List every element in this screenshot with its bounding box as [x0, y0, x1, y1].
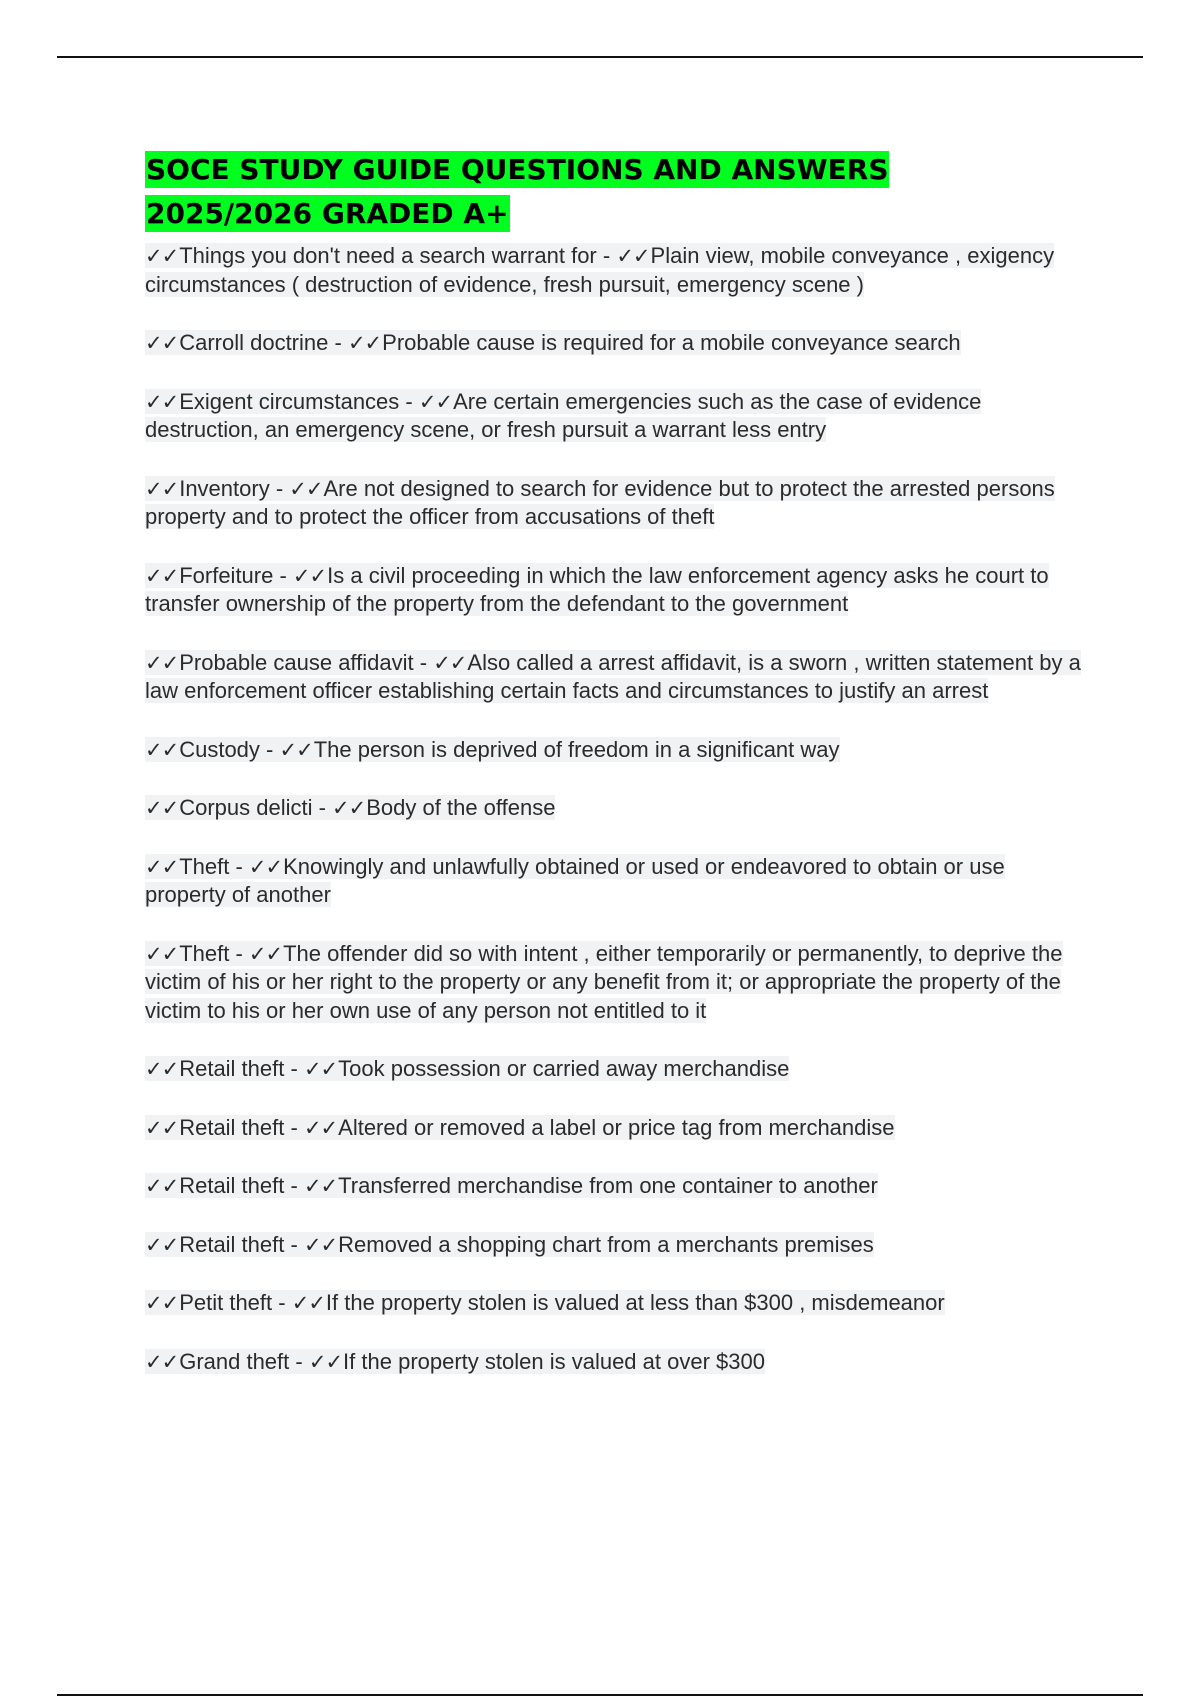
double-check-icon: ✓✓: [145, 1115, 179, 1140]
double-check-icon: ✓✓: [248, 854, 283, 879]
qa-answer: Are certain emergencies such as the case of evidence destruction, an emergency scene, or fresh pursuit a warrant less entry: [145, 388, 982, 442]
qa-separator: -: [273, 562, 293, 588]
qa-answer: The offender did so with intent , either temporarily or permanently, to deprive the victim of his or her right to the property or any benefit from it; or appropriate the property of the victim to his or her own use of any person not entitled to it: [145, 940, 1063, 1023]
qa-text: [145, 1056, 789, 1081]
double-check-icon: ✓✓: [616, 244, 650, 268]
qa-answer: Removed a shopping chart from a merchants premises: [338, 1231, 874, 1257]
qa-list: [145, 242, 1085, 1376]
qa-answer: If the property stolen is valued at less than $300 , misdemeanor: [325, 1290, 945, 1315]
qa-item: [145, 242, 1085, 299]
qa-term: Exigent circumstances: [179, 388, 400, 414]
title-line-2: 2025/2026 GRADED A+: [146, 197, 509, 230]
qa-term: Theft: [179, 853, 230, 879]
qa-separator: -: [259, 736, 280, 762]
double-check-icon: ✓✓: [145, 476, 179, 501]
double-check-icon: ✓✓: [347, 331, 382, 355]
qa-answer: Transferred merchandise from one container to another: [338, 1173, 878, 1198]
qa-separator: -: [413, 649, 434, 675]
title-line-1: SOCE STUDY GUIDE QUESTIONS AND ANSWERS: [146, 153, 889, 186]
qa-answer: If the property stolen is valued at over $300: [343, 1348, 765, 1374]
double-check-icon: ✓✓: [303, 1057, 338, 1081]
qa-separator: -: [596, 243, 617, 268]
qa-text: [145, 1349, 765, 1374]
qa-item: [145, 1114, 1085, 1143]
qa-item: [145, 388, 1085, 445]
qa-item: [145, 1289, 1085, 1318]
double-check-icon: ✓✓: [145, 1057, 179, 1081]
qa-answer: Plain view, mobile conveyance , exigency circumstances ( destruction of evidence, fresh pursuit, emergency scene ): [145, 243, 1055, 297]
qa-term: Grand theft: [179, 1348, 290, 1374]
double-check-icon: ✓✓: [308, 1349, 343, 1374]
qa-separator: -: [284, 1114, 304, 1140]
qa-text: [145, 795, 555, 820]
qa-item: [145, 475, 1085, 532]
double-check-icon: ✓✓: [303, 1232, 338, 1257]
qa-separator: -: [229, 853, 249, 879]
double-check-icon: ✓✓: [145, 244, 179, 268]
qa-text: [145, 563, 1049, 617]
qa-term: Theft: [179, 940, 230, 966]
qa-separator: -: [284, 1173, 304, 1198]
qa-term: Retail theft: [179, 1173, 285, 1198]
qa-term: Carroll doctrine: [179, 330, 329, 355]
qa-separator: -: [399, 388, 419, 414]
qa-separator: -: [328, 330, 348, 355]
qa-text: [145, 476, 1055, 530]
double-check-icon: ✓✓: [145, 650, 179, 675]
double-check-icon: ✓✓: [303, 1115, 338, 1140]
qa-item: [145, 794, 1085, 823]
double-check-icon: ✓✓: [248, 941, 283, 966]
qa-text: [145, 650, 1081, 704]
qa-term: Things you don't need a search warrant for: [179, 243, 597, 268]
qa-text: [145, 854, 1005, 908]
qa-term: Probable cause affidavit: [179, 649, 414, 675]
double-check-icon: ✓✓: [145, 737, 179, 762]
qa-separator: -: [269, 475, 290, 501]
qa-separator: -: [284, 1056, 304, 1081]
qa-text: [145, 1173, 878, 1198]
qa-answer: The person is deprived of freedom in a significant way: [313, 736, 840, 762]
qa-item: [145, 736, 1085, 765]
qa-text: [145, 1115, 895, 1140]
document-body: [145, 148, 1085, 1406]
qa-answer: Also called a arrest affidavit, is a sworn , written statement by a law enforcement officer establishing certain facts and circumstances to justify an arrest: [145, 649, 1081, 703]
qa-term: Retail theft: [179, 1231, 285, 1257]
qa-item: [145, 562, 1085, 619]
document-title: [145, 148, 1085, 236]
qa-item: [145, 649, 1085, 706]
double-check-icon: ✓✓: [145, 331, 179, 355]
qa-answer: Took possession or carried away merchandise: [338, 1056, 790, 1081]
qa-separator: -: [272, 1290, 292, 1315]
double-check-icon: ✓✓: [145, 1291, 179, 1315]
double-check-icon: ✓✓: [145, 941, 179, 966]
double-check-icon: ✓✓: [332, 796, 366, 820]
double-check-icon: ✓✓: [433, 650, 467, 675]
double-check-icon: ✓✓: [145, 1349, 179, 1374]
qa-text: [145, 389, 981, 443]
double-check-icon: ✓✓: [279, 737, 313, 762]
qa-answer: Probable cause is required for a mobile conveyance search: [382, 330, 961, 355]
double-check-icon: ✓✓: [145, 389, 179, 414]
qa-term: Retail theft: [179, 1056, 285, 1081]
bottom-rule: [57, 1694, 1143, 1696]
qa-answer: Altered or removed a label or price tag from merchandise: [338, 1114, 895, 1140]
qa-text: [145, 243, 1054, 297]
qa-answer: Are not designed to search for evidence but to protect the arrested persons property and to protect the officer from accusations of theft: [145, 475, 1055, 529]
qa-separator: -: [289, 1348, 309, 1374]
qa-item: [145, 940, 1085, 1026]
qa-item: [145, 1231, 1085, 1260]
double-check-icon: ✓✓: [289, 476, 323, 501]
qa-text: [145, 737, 840, 762]
double-check-icon: ✓✓: [292, 563, 327, 588]
double-check-icon: ✓✓: [145, 1232, 179, 1257]
qa-answer: Knowingly and unlawfully obtained or used or endeavored to obtain or use property of another: [145, 853, 1005, 907]
qa-item: [145, 329, 1085, 358]
qa-term: Retail theft: [179, 1114, 285, 1140]
double-check-icon: ✓✓: [418, 389, 453, 414]
qa-term: Corpus delicti: [179, 795, 313, 820]
qa-separator: -: [312, 795, 333, 820]
double-check-icon: ✓✓: [145, 796, 179, 820]
qa-term: Forfeiture: [179, 562, 274, 588]
double-check-icon: ✓✓: [145, 563, 179, 588]
qa-text: [145, 1232, 874, 1257]
qa-text: [145, 941, 1063, 1023]
double-check-icon: ✓✓: [145, 1174, 179, 1198]
qa-item: [145, 1172, 1085, 1201]
qa-text: [145, 330, 961, 355]
qa-term: Custody: [179, 736, 260, 762]
qa-item: [145, 853, 1085, 910]
qa-term: Petit theft: [179, 1290, 273, 1315]
qa-item: [145, 1055, 1085, 1084]
qa-item: [145, 1348, 1085, 1377]
double-check-icon: ✓✓: [145, 854, 179, 879]
double-check-icon: ✓✓: [303, 1174, 338, 1198]
double-check-icon: ✓✓: [291, 1291, 325, 1315]
qa-answer: Body of the offense: [366, 795, 556, 820]
top-rule: [57, 56, 1143, 58]
qa-answer: Is a civil proceeding in which the law enforcement agency asks he court to transfer ownership of the property from the defendant to the government: [145, 562, 1049, 616]
qa-separator: -: [284, 1231, 304, 1257]
qa-term: Inventory: [179, 475, 270, 501]
qa-separator: -: [229, 940, 249, 966]
qa-text: [145, 1290, 945, 1315]
